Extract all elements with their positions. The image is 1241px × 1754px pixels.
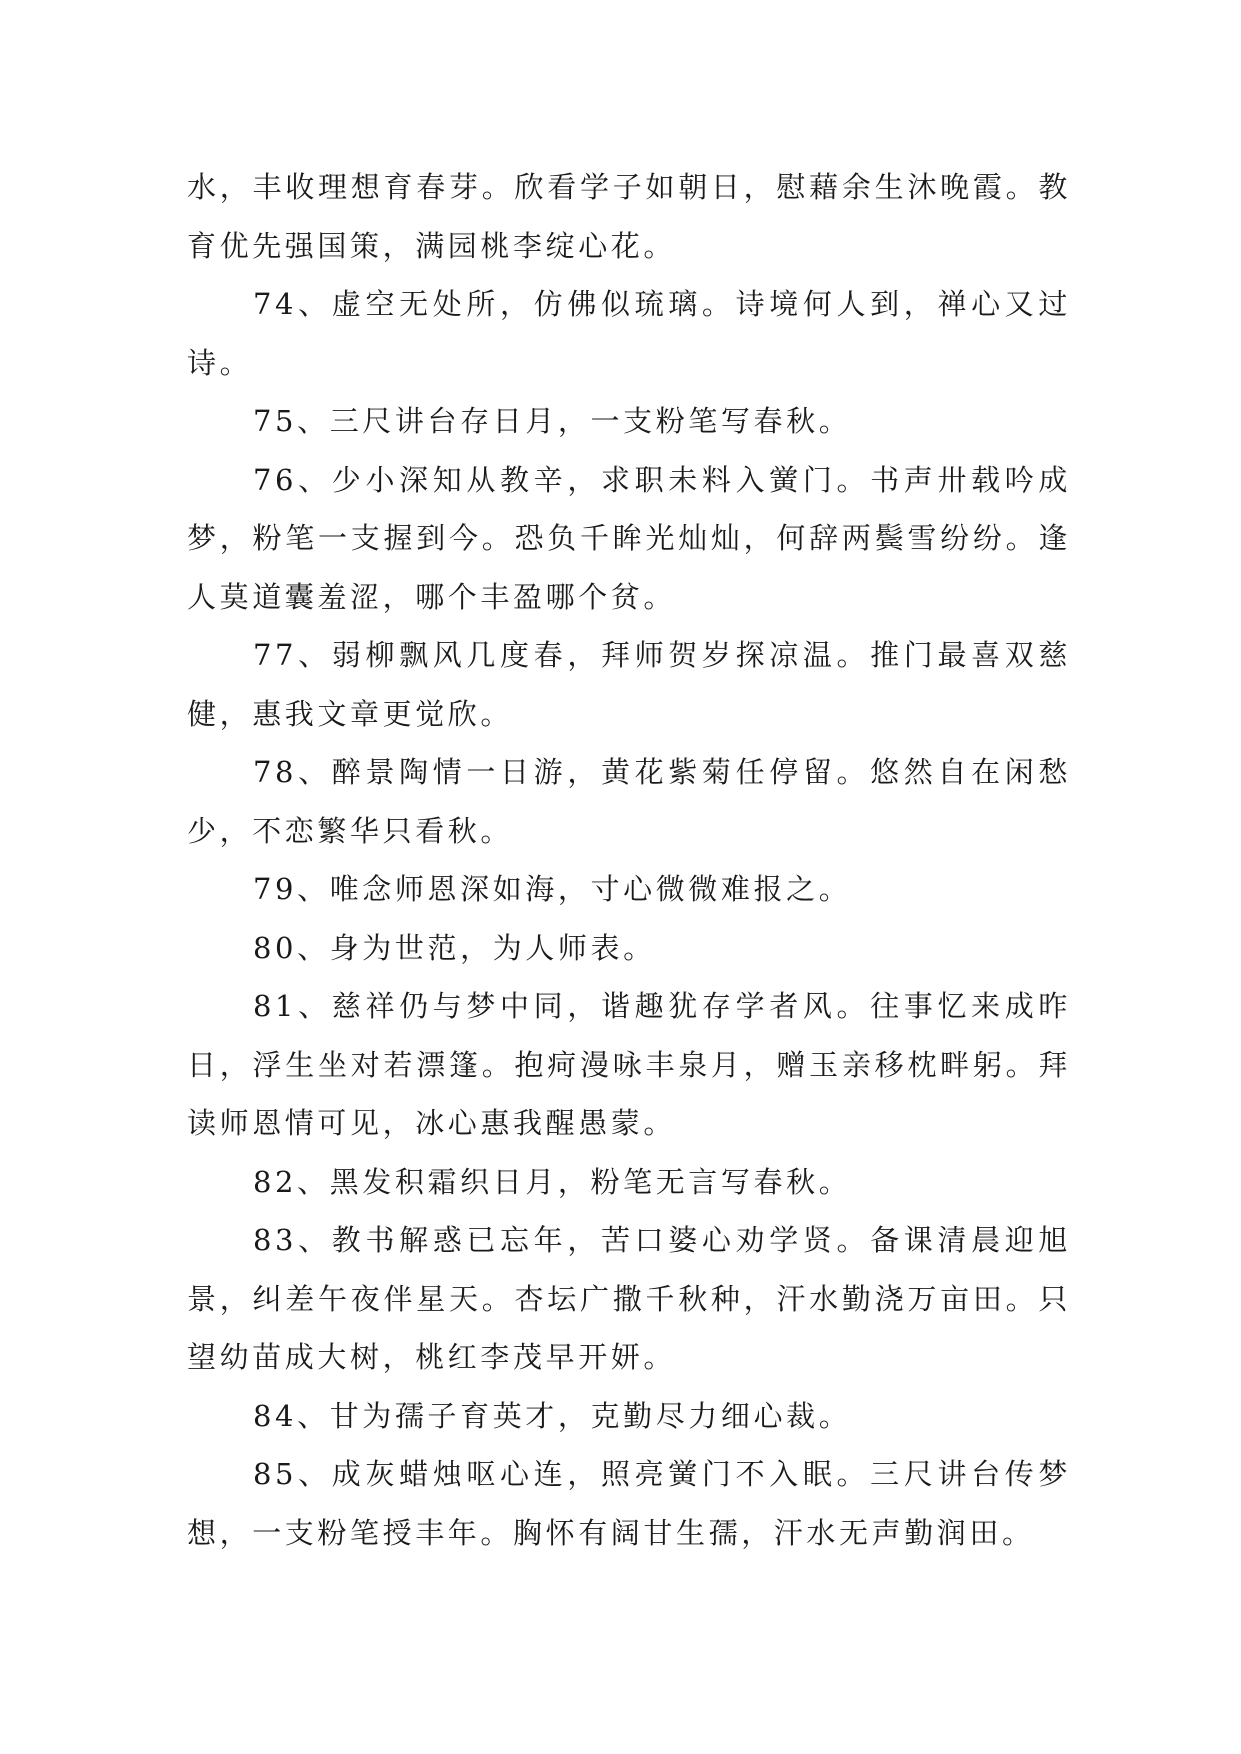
- paragraph-83: 83、教书解惑已忘年，苦口婆心劝学贤。备课清晨迎旭景，纠差午夜伴星天。杏坛广撒千秋种，汗水勤浇万亩田。只望幼苗成大树，桃红李茂早开妍。: [187, 1223, 1071, 1374]
- paragraph-84: 84、甘为孺子育英才，克勤尽力细心裁。: [253, 1398, 852, 1433]
- paragraph-85: 85、成灰蜡烛呕心连，照亮黉门不入眠。三尺讲台传梦想，一支粉笔授丰年。胸怀有阔甘生孺，汗水无声勤润田。: [187, 1457, 1071, 1550]
- paragraph-74: 74、虚空无处所，仿佛似琉璃。诗境何人到，禅心又过诗。: [187, 287, 1071, 380]
- paragraph-75: 75、三尺讲台存日月，一支粉笔写春秋。: [253, 404, 852, 438]
- paragraph-81: 81、慈祥仍与梦中同，谐趣犹存学者风。往事忆来成昨日，浮生坐对若漂篷。抱疴漫咏丰泉月，赠玉亲移枕畔躬。拜读师恩情可见，冰心惠我醒愚蒙。: [187, 989, 1071, 1140]
- paragraph-77: 77、弱柳飘风几度春，拜师贺岁探凉温。推门最喜双慈健，惠我文章更觉欣。: [187, 638, 1071, 731]
- paragraph-continuation: 水，丰收理想育春芽。欣看学子如朝日，慰藉余生沐晚霞。教育优先强国策，满园桃李绽心花。: [187, 170, 1071, 263]
- document-body: [187, 158, 1071, 1562]
- paragraph-78: 78、醉景陶情一日游，黄花紫菊任停留。悠然自在闲愁少，不恋繁华只看秋。: [187, 755, 1071, 848]
- paragraph-79: 79、唯念师恩深如海，寸心微微难报之。: [253, 872, 852, 906]
- paragraph-82: 82、黑发积霜织日月，粉笔无言写春秋。: [253, 1164, 852, 1199]
- paragraph-76: 76、少小深知从教辛，求职未料入黉门。书声卅载吟成梦，粉笔一支握到今。恐负千眸光灿灿，何辞两鬓雪纷纷。逢人莫道囊羞涩，哪个丰盈哪个贫。: [187, 462, 1071, 614]
- paragraph-80: 80、身为世范，为人师表。: [253, 930, 656, 965]
